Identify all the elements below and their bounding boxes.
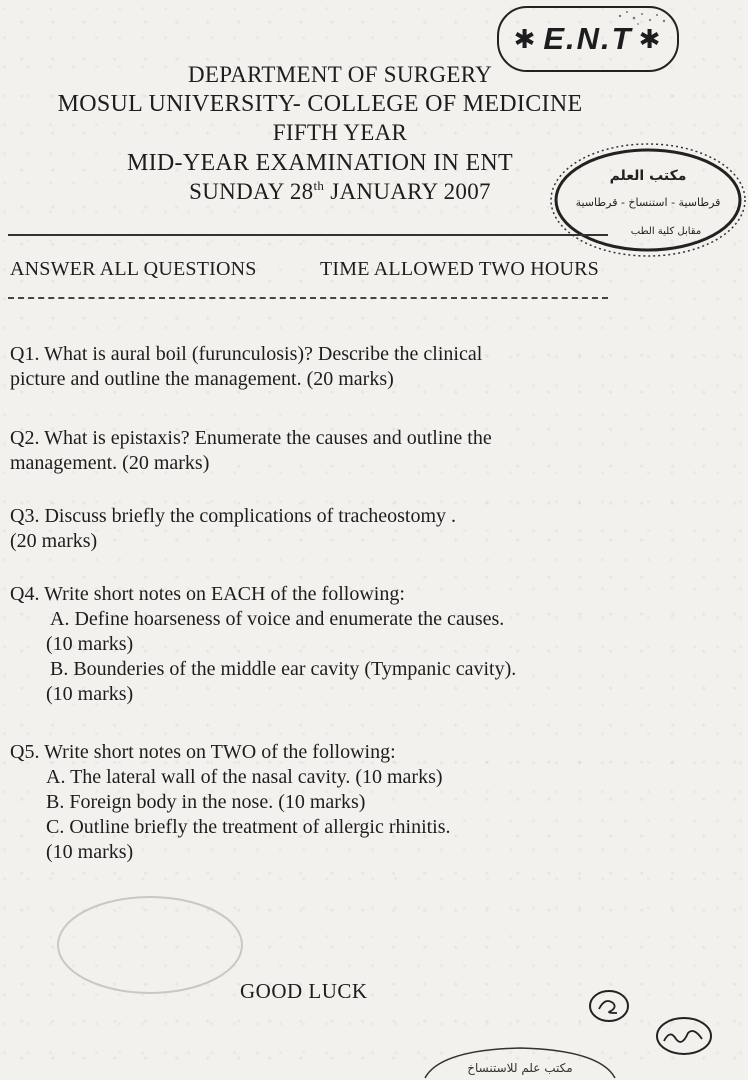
year-heading: FIFTH YEAR [272, 120, 408, 145]
exam-date-day: SUNDAY 28 [189, 179, 314, 204]
library-stamp-line1: مكتب العلم [609, 168, 687, 184]
exam-heading: MID-YEAR EXAMINATION IN ENT [126, 150, 514, 176]
handwritten-mark [587, 987, 631, 1025]
question-5-line-1: Q5. Write short notes on TWO of the following: [10, 741, 396, 763]
question-4-part-b-marks: (10 marks) [46, 683, 134, 705]
exam-date-suffix: th [313, 178, 325, 193]
question-1 [10, 342, 610, 392]
bottom-stamp-scribble [420, 1040, 620, 1080]
university-heading: MOSUL UNIVERSITY- COLLEGE OF MEDICINE [57, 91, 583, 117]
faint-stamp [50, 890, 250, 1000]
department-heading: DEPARTMENT OF SURGERY [188, 62, 492, 87]
question-4-part-a-marks: (10 marks) [46, 633, 134, 655]
question-2 [10, 426, 610, 476]
answer-all-instruction: ANSWER ALL QUESTIONS [10, 258, 257, 280]
question-5-part-c: C. Outline briefly the treatment of allergic rhinitis. [46, 816, 451, 838]
question-4-part-b: B. Bounderies of the middle ear cavity (Tympanic cavity). [50, 658, 517, 680]
question-5-part-a: A. The lateral wall of the nasal cavity. (10 marks) [46, 766, 443, 788]
question-4 [10, 582, 610, 707]
question-1-line-1: Q1. What is aural boil (furunculosis)? Describe the clinical [10, 343, 483, 365]
question-5-part-c-marks: (10 marks) [46, 841, 134, 863]
star-icon: ✱ [638, 23, 663, 54]
question-4-part-a: A. Define hoarseness of voice and enumerate the causes. [50, 608, 505, 630]
question-5-part-b: B. Foreign body in the nose. (10 marks) [46, 791, 366, 813]
question-4-line-1: Q4. Write short notes on EACH of the following: [10, 583, 405, 605]
question-1-line-2: picture and outline the management. (20 marks) [10, 368, 394, 390]
exam-date-rest: JANUARY 2007 [324, 179, 491, 204]
header-divider [8, 234, 608, 236]
library-stamp-line3: مقابل كلية الطب [630, 226, 702, 237]
ent-stamp-text: E.N.T [543, 21, 633, 56]
handwritten-signature-mark [654, 1015, 714, 1057]
question-3-line-2: (20 marks) [10, 530, 98, 552]
star-icon: ✱ [513, 23, 538, 54]
bottom-stamp-text: مكتب علم للاستنساخ [467, 1061, 573, 1075]
good-luck-text: GOOD LUCK [240, 979, 368, 1003]
time-allowed-instruction: TIME ALLOWED TWO HOURS [320, 258, 599, 280]
question-2-line-1: Q2. What is epistaxis? Enumerate the causes and outline the [10, 427, 492, 449]
question-5 [10, 740, 610, 865]
exam-date [60, 178, 620, 205]
instructions-divider [8, 297, 608, 299]
library-stamp-line2: قرطاسية - استنساخ - قرطاسية [575, 196, 721, 209]
question-3 [10, 504, 610, 554]
question-3-line-1: Q3. Discuss briefly the complications of tracheostomy . [10, 505, 457, 527]
library-stamp [548, 140, 748, 270]
question-2-line-2: management. (20 marks) [10, 452, 210, 474]
